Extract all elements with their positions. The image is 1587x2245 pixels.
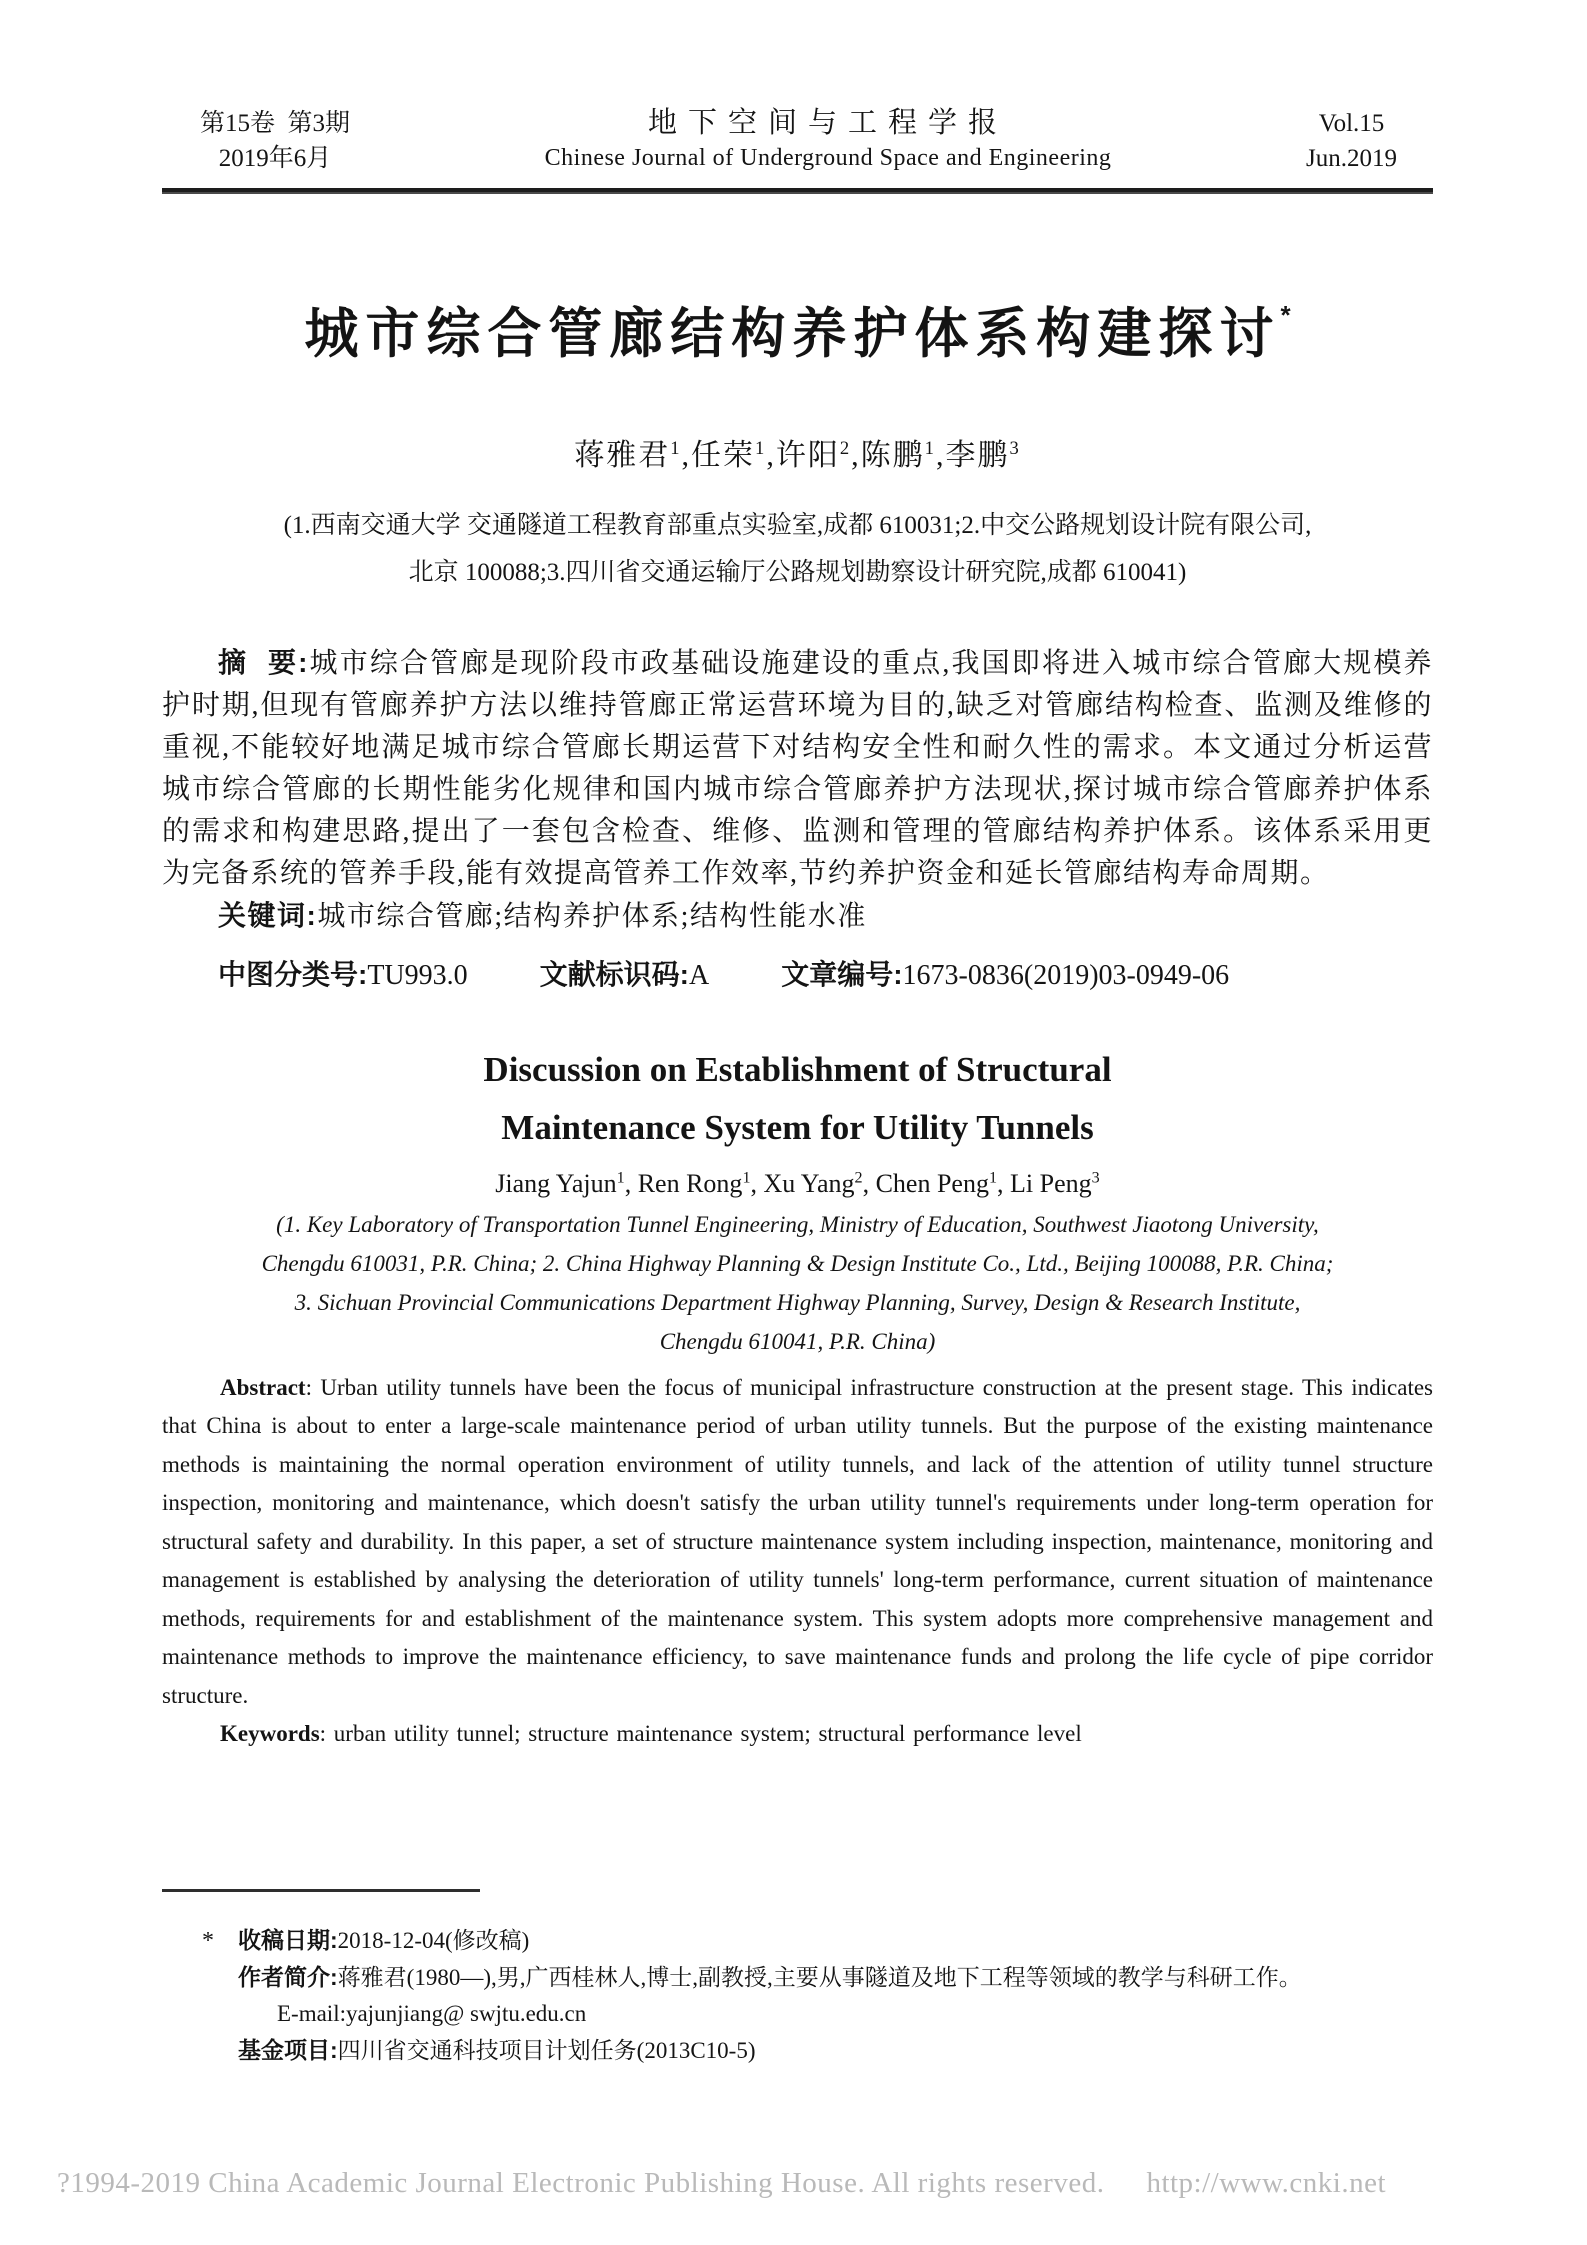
header-center	[545, 106, 1112, 176]
received-date-line: * 收稿日期:2018-12-04(修改稿)	[162, 1922, 1433, 1959]
affiliation-line: Chengdu 610041, P.R. China)	[659, 1328, 936, 1354]
footnote-marker: *	[202, 1928, 214, 1954]
affiliation-line: Chengdu 610031, P.R. China; 2. China Highway Planning & Design Institute Co., Ltd., Beijing 100088, P.R. China;	[261, 1250, 1334, 1276]
affiliation-line: (1. Key Laboratory of Transportation Tunnel Engineering, Ministry of Education, Southwest Jiaotong University,	[276, 1211, 1319, 1237]
footnote-rule	[162, 1889, 480, 1892]
clc-number: 中图分类号:TU993.0	[218, 959, 468, 991]
author: Li Peng$^3$	[1010, 1168, 1100, 1198]
abstract-label-en: Abstract	[220, 1374, 306, 1400]
author: 任荣$^1$,	[691, 438, 776, 472]
abstract-text-en: : Urban utility tunnels have been the focus of municipal infrastructure construction at the present stage. This indicates that China is about to enter a large-scale maintenance period of urban utility tunnels. But the purpose of the existing maintenance methods is maintaining the normal operation environment of utility tunnels, and lack of the attention of utility tunnel structure inspection, monitoring and maintenance, which doesn't satisfy the urban utility tunnel's requirements under long-term operation for structural safety and durability. In this paper, a set of structure maintenance system including inspection, maintenance, monitoring and management is established by analysing the deterioration of utility tunnels' long-term performance, current situation of maintenance methods, requirements for and establishment of the maintenance system. This system adopts more comprehensive management and maintenance methods to improve the maintenance efficiency, to save maintenance funds and prolong the life cycle of pipe corridor structure.	[162, 1374, 1433, 1708]
author: Chen Peng$^1$,	[875, 1168, 1011, 1198]
abstract-text-cn: 城市综合管廊是现阶段市政基础设施建设的重点,我国即将进入城市综合管廊大规模养护时期,但现有管廊养护方法以维持管廊正常运营环境为目的,缺乏对管廊结构检查、监测及维修的重视,不能较好地满足城市综合管廊长期运营下对结构安全性和耐久性的需求。本文通过分析运营城市综合管廊的长期性能劣化规律和国内城市综合管廊养护方法现状,探讨城市综合管廊养护体系的需求和构建思路,提出了一套包含检查、维修、监测和管理的管廊结构养护体系。该体系采用更为完备系统的管养手段,能有效提高管养工作效率,节约养护资金和延长管廊结构寿命周期。	[162, 648, 1433, 889]
author: Ren Rong$^1$,	[637, 1168, 764, 1198]
footnote-section	[162, 1889, 1433, 2069]
title-en-line2: Maintenance System for Utility Tunnels	[501, 1108, 1094, 1147]
authors-en	[162, 1159, 1433, 1203]
journal-title-cn: 地下空间与工程学报	[648, 107, 1009, 139]
abstract-label-cn: 摘 要:	[218, 647, 309, 678]
header-double-rule	[162, 188, 1433, 194]
article-title-cn: 城市综合管廊结构养护体系构建探讨*	[304, 300, 1291, 364]
affiliation-line: (1.西南交通大学 交通隧道工程教育部重点实验室,成都 610031;2.中交公路规划设计院有限公司,	[283, 512, 1312, 539]
authors-cn	[162, 429, 1433, 476]
volume-issue-cn: 第15卷 第3期	[200, 110, 351, 137]
cnki-url: http://www.cnki.net	[1146, 2167, 1387, 2199]
author: 蒋雅君$^1$,	[574, 438, 692, 472]
keywords-label-en: Keywords	[220, 1721, 320, 1747]
volume-en: Vol.15	[1318, 110, 1385, 137]
author-bio-line: 作者简介:蒋雅君(1980—),男,广西桂林人,博士,副教授,主要从事隧道及地下工程等领域的教学与科研工作。	[238, 1964, 1302, 1990]
header-right	[1306, 106, 1397, 176]
abstract-en	[162, 1369, 1433, 1716]
journal-header	[162, 106, 1433, 176]
author: Jiang Yajun$^1$,	[495, 1168, 638, 1198]
author: 陈鹏$^1$,	[860, 438, 946, 472]
cnki-copyright-footer	[57, 2165, 1386, 2201]
keywords-text-cn: 城市综合管廊;结构养护体系;结构性能水准	[317, 901, 867, 932]
author: 李鹏$^3$	[945, 438, 1021, 472]
article-title-en	[162, 1041, 1433, 1157]
author: 许阳$^2$,	[775, 438, 861, 472]
abstract-cn	[162, 642, 1433, 895]
journal-title-en: Chinese Journal of Underground Space and Engineering	[544, 145, 1112, 171]
fund-project-line: 基金项目:四川省交通科技项目计划任务(2013C10-5)	[238, 2037, 756, 2063]
document-code: 文献标识码:A	[539, 959, 710, 991]
affiliations-en	[162, 1205, 1433, 1361]
header-left	[200, 106, 350, 176]
title-footnote-marker: *	[1280, 300, 1291, 330]
affiliations-cn	[162, 502, 1433, 596]
title-en-line1: Discussion on Establishment of Structural	[483, 1050, 1112, 1089]
classification-line	[162, 954, 1433, 997]
copyright-text: ?1994-2019 China Academic Journal Electronic Publishing House. All rights reserved.	[57, 2167, 1105, 2199]
keywords-cn	[162, 895, 1433, 938]
author: Xu Yang$^2$,	[763, 1168, 876, 1198]
keywords-text-en: : urban utility tunnel; structure maintenance system; structural performance level	[319, 1721, 1082, 1747]
email-line: E-mail:yajunjiang@ swjtu.edu.cn	[277, 2001, 587, 2026]
article-id: 文章编号:1673-0836(2019)03-0949-06	[781, 959, 1230, 991]
keywords-en	[162, 1715, 1433, 1754]
issue-date-en: Jun.2019	[1306, 145, 1397, 172]
keywords-label-cn: 关键词:	[218, 900, 318, 931]
affiliation-line: 3. Sichuan Provincial Communications Department Highway Planning, Survey, Design & Research Institute,	[294, 1289, 1301, 1315]
issue-date-cn: 2019年6月	[218, 145, 332, 172]
affiliation-line: 北京 100088;3.四川省交通运输厅公路规划勘察设计研究院,成都 610041)	[408, 559, 1187, 586]
